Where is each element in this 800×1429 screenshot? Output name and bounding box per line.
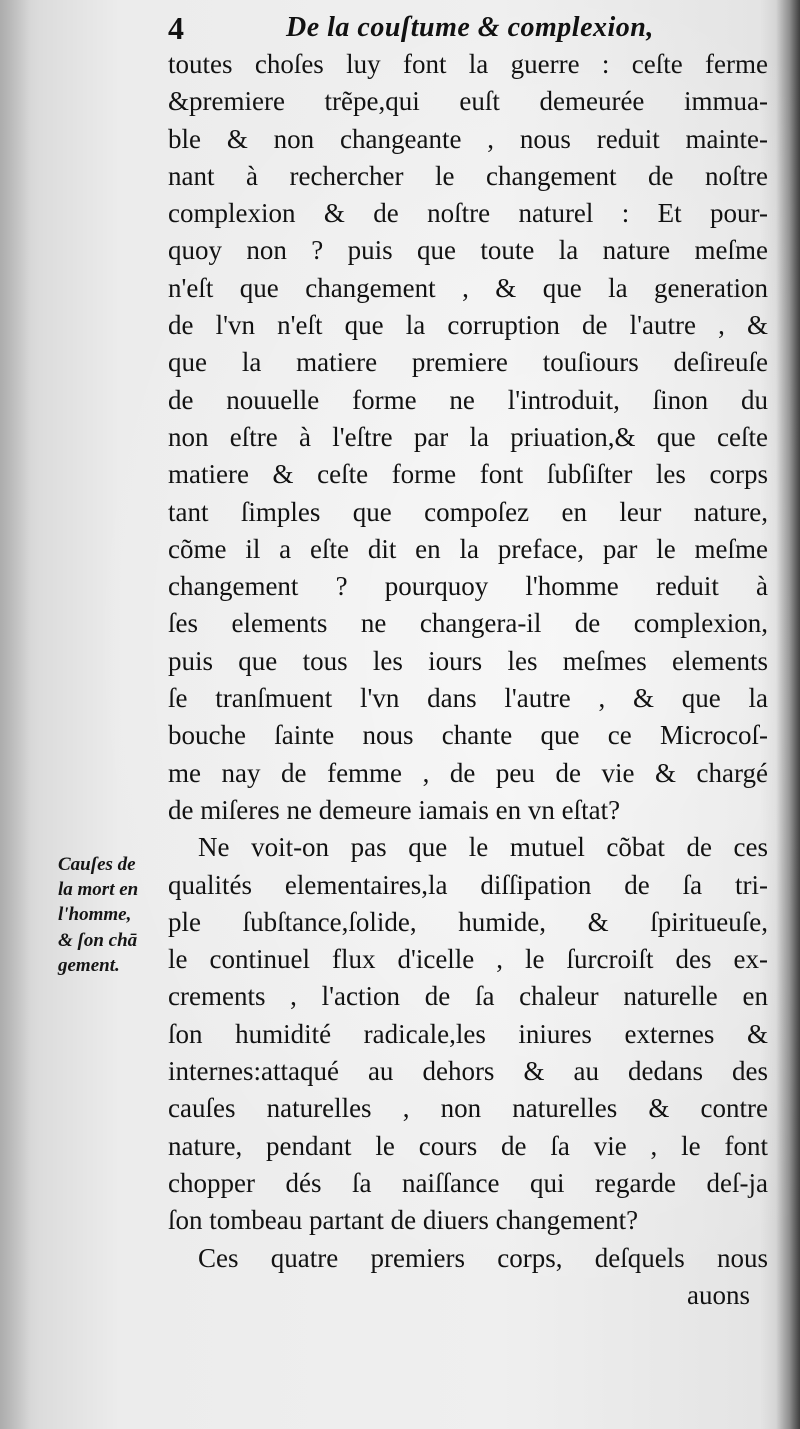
page-edge-shadow bbox=[776, 0, 800, 1429]
text-line: tant ſimples que compoſez en leur nature, bbox=[168, 496, 768, 527]
text-line: toutes choſes luy font la guerre : ceſte ferme bbox=[168, 49, 768, 79]
text-line: crements , l'action de ſa chaleur naturelle en bbox=[168, 981, 768, 1012]
text-line: complexion & de noſtre naturel : Et pour- bbox=[168, 198, 768, 229]
running-title: De la couſtume & complexion, bbox=[286, 12, 654, 43]
text-line: ſe tranſmuent l'vn dans l'autre , & que la bbox=[168, 683, 768, 714]
text-line: n'eſt que changement , & que la generation bbox=[168, 272, 768, 303]
text-line: Ne voit-on pas que le mutuel cõbat de ces bbox=[198, 832, 768, 863]
text-line: chopper dés ſa naiſſance qui regarde deſ-ja bbox=[168, 1167, 768, 1198]
text-line: cõme il a eſte dit en la preface, par le meſme bbox=[168, 533, 768, 564]
text-line: cauſes naturelles , non naturelles & contre bbox=[168, 1093, 768, 1124]
text-line: quoy non ? puis que toute la nature meſme bbox=[168, 235, 768, 266]
page-number: 4 bbox=[168, 10, 184, 46]
margin-note-line: & ſon chā bbox=[58, 929, 138, 951]
margin-note-line: gement. bbox=[58, 954, 120, 976]
margin-note-line: l'homme, bbox=[58, 904, 132, 926]
text-line: nature, pendant le cours de ſa vie , le font bbox=[168, 1130, 768, 1161]
text-line: ple ſubſtance,ſolide, humide, & ſpiritueuſe, bbox=[168, 906, 768, 937]
text-line: que la matiere premiere touſiours deſireuſe bbox=[168, 347, 768, 378]
text-line: de nouuelle forme ne l'introduit, ſinon du bbox=[168, 384, 768, 415]
text-line: internes:attaqué au dehors & au dedans des bbox=[168, 1056, 768, 1087]
text-line: &premiere trẽpe,qui euſt demeurée immua- bbox=[168, 86, 768, 117]
text-line: de l'vn n'eſt que la corruption de l'autre , & bbox=[168, 310, 768, 341]
text-line: puis que tous les iours les meſmes elements bbox=[168, 645, 768, 676]
text-line: bouche ſainte nous chante que ce Microcoſ- bbox=[168, 720, 768, 751]
text-line: matiere & ceſte forme font ſubſiſter les corps bbox=[168, 459, 768, 490]
margin-note-line: la mort en bbox=[58, 879, 139, 901]
catchword: auons bbox=[687, 1279, 750, 1310]
text-line: nant à rechercher le changement de noſtre bbox=[168, 160, 768, 191]
margin-note-line: Cauſes de bbox=[58, 854, 136, 875]
margin-note bbox=[58, 852, 170, 978]
page-header bbox=[168, 8, 768, 48]
text-line: Ces quatre premiers corps, deſquels nous bbox=[198, 1242, 768, 1273]
text-line: me nay de femme , de peu de vie & chargé bbox=[168, 757, 768, 788]
text-line: ſon tombeau partant de diuers changement? bbox=[168, 1205, 639, 1236]
text-line: de miſeres ne demeure iamais en vn eſtat? bbox=[168, 794, 621, 825]
text-line: le continuel flux d'icelle , le ſurcroiſt des ex- bbox=[168, 944, 768, 975]
text-line: changement ? pourquoy l'homme reduit à bbox=[168, 571, 768, 602]
text-line: ſes elements ne changera-il de complexion, bbox=[168, 608, 768, 639]
page-gutter-shadow bbox=[0, 0, 30, 1429]
text-line: ſon humidité radicale,les iniures externes & bbox=[168, 1018, 768, 1049]
text-line: non eſtre à l'eſtre par la priuation,& que ceſte bbox=[168, 421, 768, 452]
text-line: qualités elementaires,la diſſipation de ſa tri- bbox=[168, 869, 768, 900]
body-text bbox=[168, 46, 768, 1314]
text-line: ble & non changeante , nous reduit mainte- bbox=[168, 123, 768, 154]
